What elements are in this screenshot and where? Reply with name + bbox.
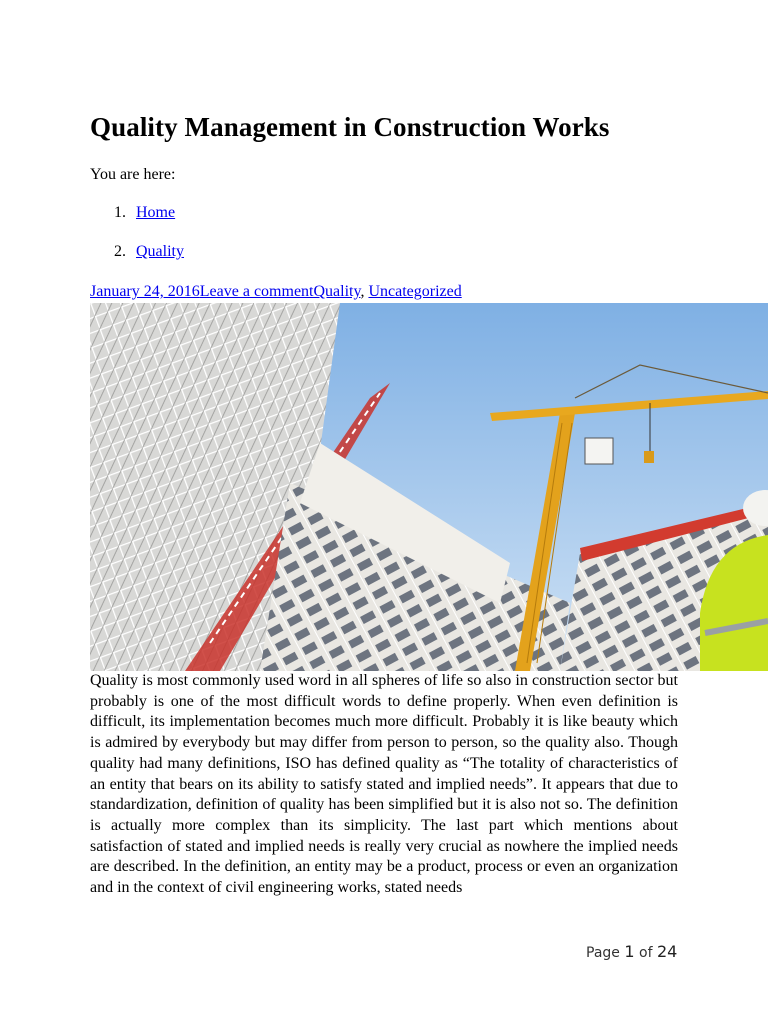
- post-date-link[interactable]: January 24, 2016: [90, 283, 200, 300]
- breadcrumb-link-home[interactable]: Home: [136, 204, 176, 221]
- page-current: 1: [624, 942, 635, 961]
- leave-comment-link[interactable]: Leave a comment: [199, 283, 314, 300]
- article-body: [90, 671, 678, 899]
- breadcrumb-link-quality[interactable]: Quality: [136, 243, 184, 260]
- hero-image: [90, 303, 768, 671]
- breadcrumb: [90, 204, 184, 282]
- breadcrumb-number: 2.: [114, 243, 126, 260]
- category-link-uncategorized[interactable]: Uncategorized: [368, 283, 462, 300]
- construction-site-illustration: [90, 303, 768, 671]
- page-label: Page: [586, 945, 620, 961]
- page-title: Quality Management in Construction Works: [90, 112, 610, 142]
- body-paragraph: Quality is most commonly used word in all spheres of life so also in construction sector but probably is one of the most difficult words to define properly. When even definition is difficult, its implementation becomes much more difficult. Probably it is like beauty which is admired by everybody but may differ from person to person, so the quality also. Though quality had many definitions, ISO has defined quality as “The totality of characteristics of an entity that bears on its ability to satisfy stated and implied needs”. It appears that due to standardization, definition of quality has been simplified but it is also not so. The definition is actually more complex than its simplicity. The last part which mentions about satisfaction of stated and implied needs is really very crucial as nowhere the implied needs are described. In the definition, an entity may be a product, process or even an organization and in the context of civil engineering works, stated needs: [90, 672, 678, 897]
- page-counter: [586, 942, 677, 961]
- category-link-quality[interactable]: Quality: [313, 283, 361, 300]
- of-label: of: [639, 945, 653, 961]
- post-meta: [90, 283, 462, 301]
- breadcrumb-number: 1.: [114, 204, 126, 221]
- breadcrumb-item-home: [90, 204, 184, 243]
- breadcrumb-intro: You are here:: [90, 166, 176, 183]
- page-total: 24: [656, 942, 678, 961]
- breadcrumb-item-quality: [90, 243, 184, 282]
- category-separator: ,: [360, 283, 369, 300]
